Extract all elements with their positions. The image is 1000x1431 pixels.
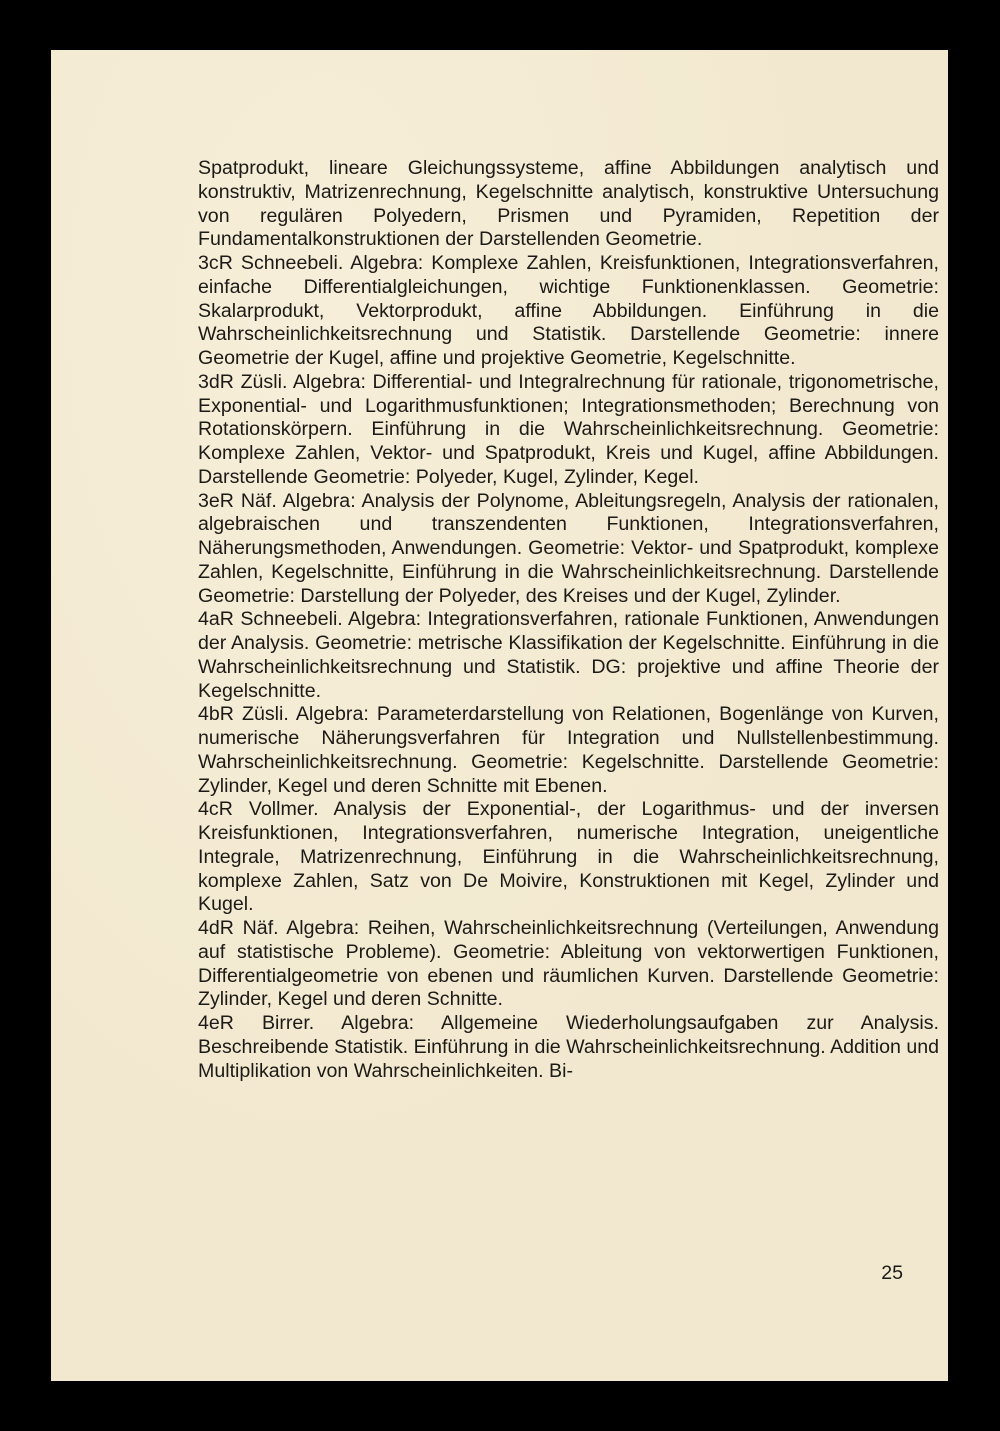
paragraph-4bR: 4bR Züsli. Algebra: Parameterdarstellung von Relationen, Bogenlänge von Kurven, numerische Näherungsverfahren für Integration und Nullstellenbestimmung. Wahrscheinlichkeitsrechnung. Geometrie: Kegelschnitte. Darstellende Geometrie: Zylinder, Kegel und deren Schnitte mit Ebenen.: [198, 703, 939, 797]
document-page: [51, 50, 948, 1381]
paragraph-3cR: 3cR Schneebeli. Algebra: Komplexe Zahlen, Kreisfunktionen, Integrationsverfahren, einfache Differentialgleichungen, wichtige Funktionenklassen. Geometrie: Skalarprodukt, Vektorprodukt, affine Abbildungen. Einführung in die Wahrscheinlichkeitsrechnung und Statistik. Darstellende Geometrie: innere Geometrie der Kugel, affine und projektive Geometrie, Kegelschnitte.: [198, 252, 939, 369]
paragraph-3dR: 3dR Züsli. Algebra: Differential- und Integralrechnung für rationale, trigonometrische, Exponential- und Logarithmusfunktionen; Integrationsmethoden; Berechnung von Rotationskörpern. Einführung in die Wahrscheinlichkeitsrechnung. Geometrie: Komplexe Zahlen, Vektor- und Spatprodukt, Kreis und Kugel, affine Abbildungen. Darstellende Geometrie: Polyeder, Kugel, Zylinder, Kegel.: [198, 370, 939, 488]
paragraph-4dR: 4dR Näf. Algebra: Reihen, Wahrscheinlichkeitsrechnung (Verteilungen, Anwendung auf statistische Probleme). Geometrie: Ableitung von vektorwertigen Funktionen, Differentialgeometrie von ebenen und räumlichen Kurven. Darstellende Geometrie: Zylinder, Kegel und deren Schnitte.: [198, 917, 939, 1011]
paragraph-continuation: Spatprodukt, lineare Gleichungssysteme, affine Abbildungen analytisch und konstruktiv, Matrizenrechnung, Kegelschnitte analytisch, konstruktive Untersuchung von regulären Polyedern, Prismen und Pyramiden, Repetition der Fundamentalkonstruktionen der Darstellenden Geometrie.: [198, 157, 939, 251]
paragraph-3eR: 3eR Näf. Algebra: Analysis der Polynome, Ableitungsregeln, Analysis der rationalen, algebraischen und transzendenten Funktionen, Integrationsverfahren, Näherungsmethoden, Anwendungen. Geometrie: Vektor- und Spatprodukt, komplexe Zahlen, Kegelschnitte, Einführung in die Wahrscheinlichkeitsrechnung. Darstellende Geometrie: Darstellung der Polyeder, des Kreises und der Kugel, Zylinder.: [198, 489, 939, 607]
body-text: [198, 157, 939, 1083]
page-number: 25: [881, 1262, 903, 1284]
paragraph-4eR: 4eR Birrer. Algebra: Allgemeine Wiederholungsaufgaben zur Analysis. Beschreibende Statistik. Einführung in die Wahrscheinlichkeitsrechnung. Addition und Multiplikation von Wahrscheinlichkeiten. Bi-: [198, 1012, 940, 1082]
paragraph-4cR: 4cR Vollmer. Analysis der Exponential-, der Logarithmus- und der inversen Kreisfunktionen, Integrationsverfahren, numerische Integration, uneigentliche Integrale, Matrizenrechnung, Einführung in die Wahrscheinlichkeitsrechnung, komplexe Zahlen, Satz von De Moivire, Konstruktionen mit Kegel, Zylinder und Kugel.: [198, 798, 939, 916]
paragraph-4aR: 4aR Schneebeli. Algebra: Integrationsverfahren, rationale Funktionen, Anwendungen der Analysis. Geometrie: metrische Klassifikation der Kegelschnitte. Einführung in die Wahrscheinlichkeitsrechnung und Statistik. DG: projektive und affine Theorie der Kegelschnitte.: [198, 608, 939, 702]
